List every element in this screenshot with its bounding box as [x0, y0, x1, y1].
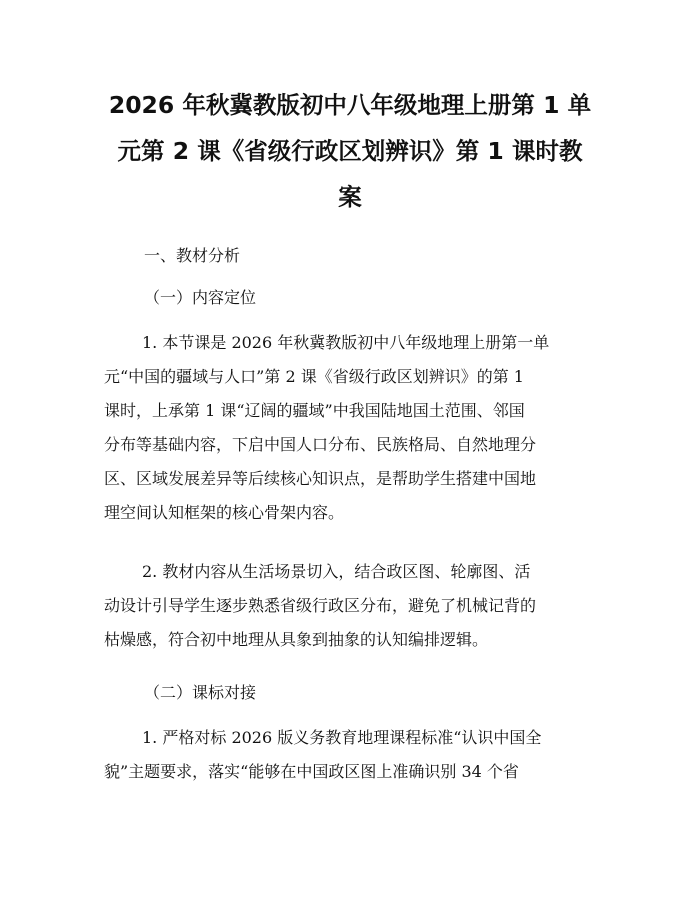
title-line: 2026 年秋冀教版初中八年级地理上册第 1 单 [108, 91, 592, 119]
document-title [104, 82, 596, 220]
paragraph-line: 动设计引导学生逐步熟悉省级行政区分布，避免了机械记背的 [104, 596, 537, 615]
paragraph-line: 课时，上承第 1 课“辽阔的疆域”中我国陆地国土范围、邻国 [104, 401, 525, 420]
paragraph-1 [104, 326, 604, 530]
subsection-heading-content-positioning: （一）内容定位 [144, 288, 257, 307]
title-line: 元第 2 课《省级行政区划辨识》第 1 课时教 [117, 137, 583, 165]
paragraph-line: 1. 本节课是 2026 年秋冀教版初中八年级地理上册第一单 [142, 333, 550, 352]
paragraph-2 [104, 555, 604, 657]
paragraph-line: 分布等基础内容，下启中国人口分布、民族格局、自然地理分 [104, 435, 537, 454]
paragraph-line: 元“中国的疆域与人口”第 2 课《省级行政区划辨识》的第 1 [104, 367, 524, 386]
paragraph-line: 理空间认知框架的核心骨架内容。 [104, 503, 345, 522]
paragraph-line: 貌”主题要求，落实“能够在中国政区图上准确识别 34 个省 [104, 762, 519, 781]
paragraph-line: 区、区域发展差异等后续核心知识点，是帮助学生搭建中国地 [104, 469, 537, 488]
section-heading-materials-analysis: 一、教材分析 [144, 246, 241, 265]
subsection-heading-curriculum-alignment: （二）课标对接 [144, 683, 257, 702]
title-line: 案 [338, 183, 362, 211]
paragraph-line: 枯燥感，符合初中地理从具象到抽象的认知编排逻辑。 [104, 630, 489, 649]
paragraph-3 [104, 721, 604, 789]
paragraph-line: 1. 严格对标 2026 版义务教育地理课程标准“认识中国全 [142, 728, 542, 747]
paragraph-line: 2. 教材内容从生活场景切入，结合政区图、轮廓图、活 [142, 562, 531, 581]
